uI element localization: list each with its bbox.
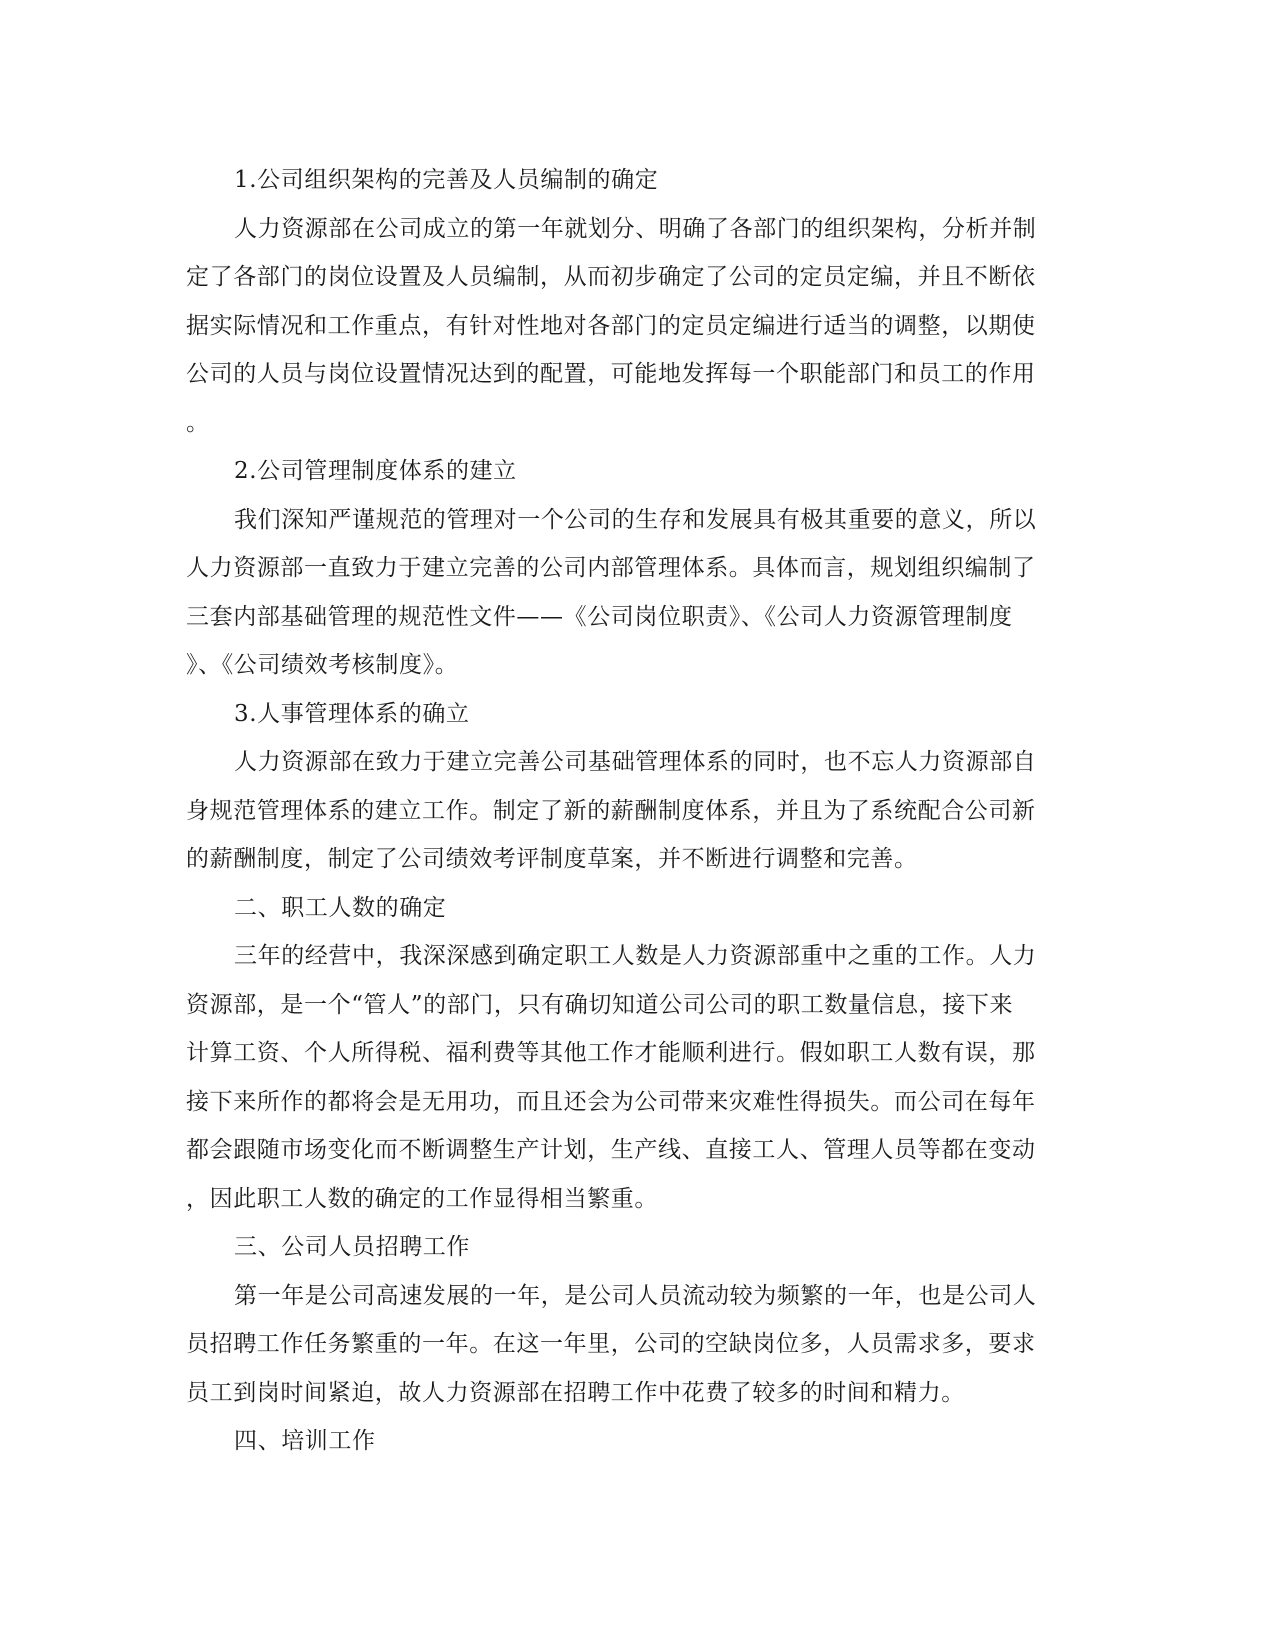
paragraph-line: 员招聘工作任务繁重的一年。在这一年里，公司的空缺岗位多，人员需求多，要求 [186,1331,1036,1357]
paragraph-line: 接下来所作的都将会是无用功，而且还会为公司带来灾难性得损失。而公司在每年 [186,1088,1036,1115]
document-body [186,156,1086,1466]
section-heading-training: 四、培训工作 [234,1428,376,1454]
section-heading-hr-system: 3.人事管理体系的确立 [234,700,470,727]
section-heading-headcount: 二、职工人数的确定 [234,894,447,921]
paragraph-line: 第一年是公司高速发展的一年，是公司人员流动较为频繁的一年，也是公司人 [234,1282,1037,1309]
paragraph-line: 人力资源部一直致力于建立完善的公司内部管理体系。具体而言，规划组织编制了 [186,555,1036,581]
paragraph-line: 的薪酬制度，制定了公司绩效考评制度草案，并不断进行调整和完善。 [186,846,918,872]
paragraph-line: 》、《公司绩效考核制度》。 [186,652,459,678]
paragraph-line: 人力资源部在致力于建立完善公司基础管理体系的同时，也不忘人力资源部自 [234,749,1037,775]
paragraph-line: 都会跟随市场变化而不断调整生产计划，生产线、直接工人、管理人员等都在变动 [186,1137,1036,1163]
section-heading-org-structure: 1.公司组织架构的完善及人员编制的确定 [234,167,659,193]
paragraph-line: 我们深知严谨规范的管理对一个公司的生存和发展具有极其重要的意义，所以 [234,506,1037,533]
paragraph-line: 公司的人员与岗位设置情况达到的配置，可能地发挥每一个职能部门和员工的作用 [186,361,1036,387]
paragraph-line: 身规范管理体系的建立工作。制定了新的薪酬制度体系，并且为了系统配合公司新 [186,797,1036,824]
paragraph-line: 三年的经营中，我深深感到确定职工人数是人力资源部重中之重的工作。人力 [234,943,1037,969]
paragraph-line: 资源部，是一个“管人”的部门，只有确切知道公司公司的职工数量信息，接下来 [186,991,1014,1018]
paragraph-line: 计算工资、个人所得税、福利费等其他工作才能顺利进行。假如职工人数有误，那 [186,1040,1036,1066]
paragraph-line: 员工到岗时间紧迫，故人力资源部在招聘工作中花费了较多的时间和精力。 [186,1379,965,1406]
section-heading-management-system: 2.公司管理制度体系的建立 [234,458,517,484]
paragraph-line: ，因此职工人数的确定的工作显得相当繁重。 [186,1185,658,1212]
paragraph-line: 。 [186,409,210,436]
paragraph-line: 人力资源部在公司成立的第一年就划分、明确了各部门的组织架构，分析并制 [234,215,1037,242]
section-heading-recruitment: 三、公司人员招聘工作 [234,1234,470,1260]
paragraph-line: 定了各部门的岗位设置及人员编制，从而初步确定了公司的定员定编，并且不断依 [186,264,1036,290]
paragraph-line: 据实际情况和工作重点，有针对性地对各部门的定员定编进行适当的调整，以期使 [186,312,1036,339]
paragraph-line: 三套内部基础管理的规范性文件——《公司岗位职责》、《公司人力资源管理制度 [186,603,1013,630]
